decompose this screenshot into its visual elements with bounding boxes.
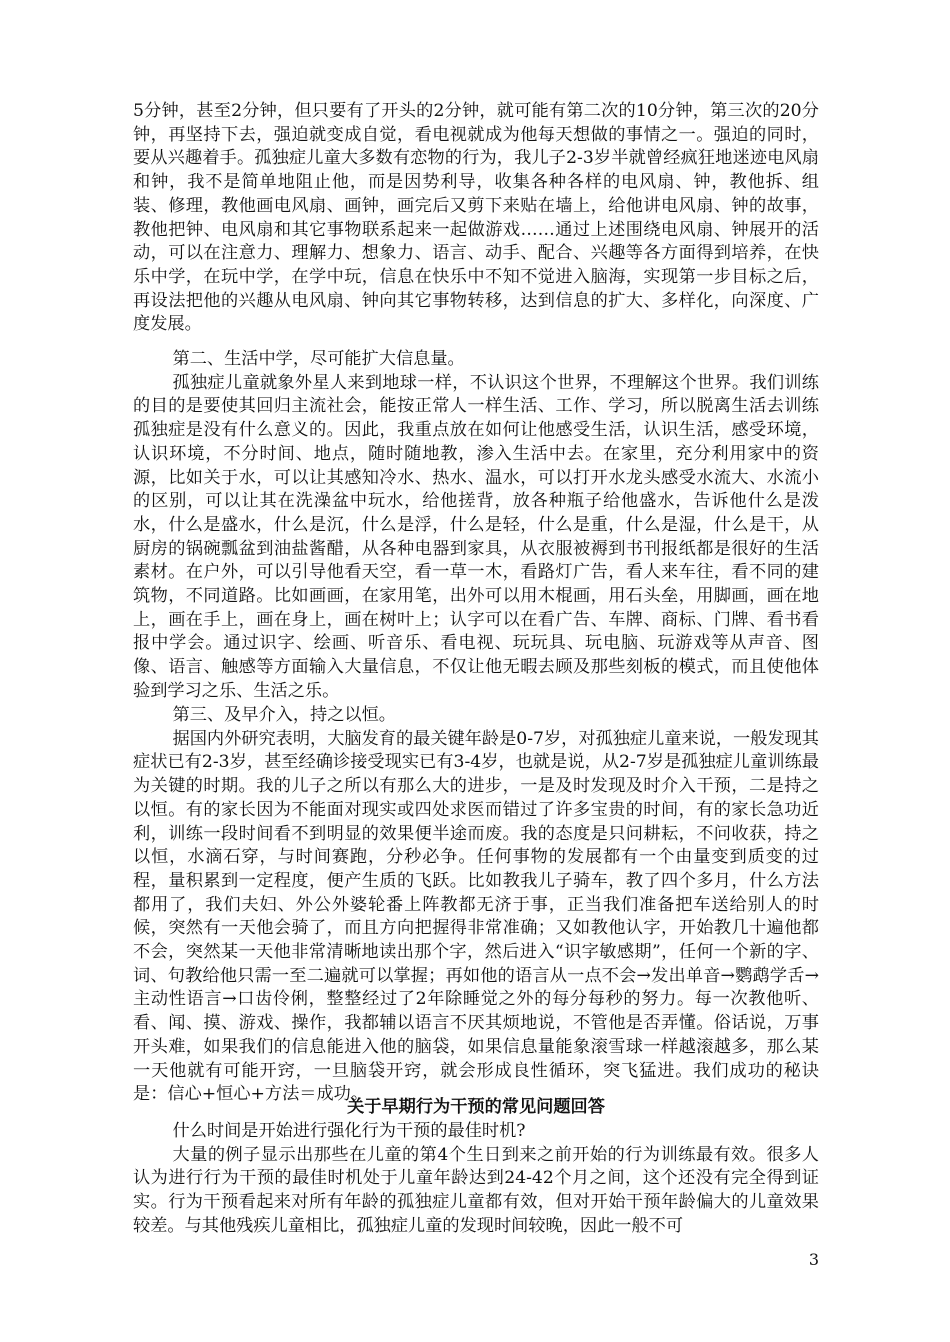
faq-title: 关于早期行为干预的常见问题回答 <box>347 1097 605 1117</box>
body-block-2 <box>133 348 819 704</box>
faq-answer: 大量的例子显示出那些在儿童的第4个生日到来之前开始的行为训练最有效。很多人认为进行行为干预的最佳时机处于儿童年龄达到24-42个月之间，这个还没有完全得到证实。行为干预看起来对所有年龄的孤独症儿童都有效，但对开始干预年龄偏大的儿童效果较差。与其他残疾儿童相比，孤独症儿童的发现时间较晚，因此一般不可 <box>133 1144 819 1236</box>
page-number: 3 <box>808 1250 819 1269</box>
body-block-1 <box>133 100 819 337</box>
paragraph-2: 孤独症儿童就象外星人来到地球一样，不认识这个世界，不理解这个世界。我们训练的目的是要使其回归主流社会，能按正常人一样生活、工作、学习，所以脱离生活去训练孤独症是没有什么意义的。因此，我重点放在如何让他感受生活，认识生活，感受环境，认识环境，不分时间、地点，随时随地教，渗入生活中去。在家里，充分利用家中的资源，比如关于水，可以让其感知冷水、热水、温水，可以打开水龙头感受水流大、水流小的区别，可以让其在洗澡盆中玩水，给他搓背，放各种瓶子给他盛水，告诉他什么是泼水，什么是盛水，什么是沉，什么是浮，什么是轻，什么是重，什么是湿，什么是干，从厨房的锅碗瓢盆到油盐酱醋，从各种电器到家具，从衣服被褥到书刊报纸都是很好的生活素材。在户外，可以引导他看天空，看一草一木，看路灯广告，看人来车往，看不同的建筑物，不同道路。比如画画，在家用笔，出外可以用木棍画，用石头垒，用脚画，画在地上，画在手上，画在身上，画在树叶上；认字可以在看广告、车牌、商标、门牌、看书看报中学会。通过识字、绘画、听音乐、看电视、玩玩具、玩电脑、玩游戏等从声音、图像、语言、触感等方面输入大量信息，不仅让他无暇去顾及那些刻板的模式，而且使他体验到学习之乐、生活之乐。 <box>133 372 819 701</box>
paragraph-continuation: 5分钟，甚至2分钟，但只要有了开头的2分钟，就可能有第二次的10分钟，第三次的20分钟，再坚持下去，强迫就变成自觉，看电视就成为他每天想做的事情之一。强迫的同时，要从兴趣着手。孤独症儿童大多数有恋物的行为，我儿子2-3岁半就曾经疯狂地迷迹电风扇和钟，我不是简单地阻止他，而是因势利导，收集各种各样的电风扇、钟，教他拆、组装、修理，教他画电风扇、画钟，画完后又剪下来贴在墙上，给他讲电风扇、钟的故事，教他把钟、电风扇和其它事物联系起来一起做游戏……通过上述围绕电风扇、钟展开的活动，可以在注意力、理解力、想象力、语言、动手、配合、兴趣等各方面得到培养，在快乐中学，在玩中学，在学中玩，信息在快乐中不知不觉进入脑海，实现第一步目标之后，再设法把他的兴趣从电风扇、钟向其它事物转移，达到信息的扩大、多样化，向深度、广度发展。 <box>133 101 819 335</box>
body-block-3 <box>133 704 819 1107</box>
section-heading-2: 第二、生活中学，尽可能扩大信息量。 <box>172 349 465 369</box>
section-heading-3: 第三、及早介入，持之以恒。 <box>172 705 396 725</box>
body-block-4 <box>133 1120 819 1239</box>
paragraph-3: 据国内外研究表明，大脑发育的最关键年龄是0-7岁，对孤独症儿童来说，一般发现其症状已有2-3岁，甚至经确诊接受现实已有3-4岁，也就是说，从2-7岁是孤独症儿童训练最为关键的时期。我的儿子之所以有那么大的进步，一是及时发现及时介入干预，二是持之以恒。有的家长因为不能面对现实或四处求医而错过了许多宝贵的时间，有的家长急功近利，训练一段时间看不到明显的效果便半途而废。我的态度是只问耕耘，不问收获，持之以恒，水滴石穿，与时间赛跑，分秒必争。任何事物的发展都有一个由量变到质变的过程，量积累到一定程度，便产生质的飞跃。比如教我儿子骑车，教了四个多月，什么方法都用了，我们夫妇、外公外婆轮番上阵教都无济于事，正当我们准备把车送给别人的时候，突然有一天他会骑了，而且方向把握得非常准确；又如教他认字，开始教几十遍他都不会，突然某一天他非常清晰地读出那个字，然后进入“识字敏感期”，任何一个新的字、词、句教给他只需一至二遍就可以掌握；再如他的语言从一点不会→发出单音→鹦鹉学舌→主动性语言→口齿伶俐，整整经过了2年除睡觉之外的每分每秒的努力。每一次教他听、看、闻、摸、游戏、操作，我都辅以语言不厌其烦地说，不管他是否弄懂。俗话说，万事开头难，如果我们的信息能进入他的脑袋，如果信息量能象滚雪球一样越滚越多，那么某一天他就有可能开窍，一旦脑袋开窍，就会形成良性循环，突飞猛进。我们成功的秘诀是：信心+恒心+方法＝成功。 <box>133 728 819 1105</box>
faq-question: 什么时间是开始进行强化行为干预的最佳时机? <box>172 1121 526 1141</box>
